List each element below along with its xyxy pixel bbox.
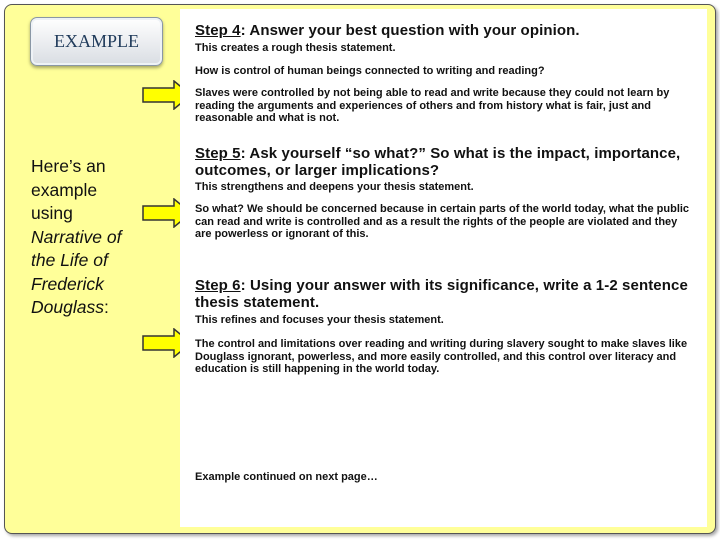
step4-heading: Step 4: Answer your best question with your opinion.: [195, 22, 580, 39]
step4-subtitle: This creates a rough thesis statement.: [195, 42, 396, 54]
caption-text: [31, 155, 171, 320]
book-title-line: the Life of: [31, 250, 108, 270]
example-button[interactable]: [30, 17, 163, 66]
step6-subtitle: This refines and focuses your thesis statement.: [195, 314, 444, 326]
book-title-line: Douglass:: [31, 297, 109, 317]
step5-heading: Step 5: Ask yourself “so what?” So what is the impact, importance, outcomes, or larger implications?: [195, 145, 681, 179]
step4-question: How is control of human beings connected to writing and reading?: [195, 65, 545, 77]
step6-answer: The control and limitations over reading and writing during slavery sought to make slaves like Douglass ignorant, powerless, and more easily controlled, and this control over literacy and education is still happening in the world today.: [195, 338, 688, 375]
continued-note: Example continued on next page…: [195, 471, 378, 483]
book-title-line: Frederick: [31, 273, 104, 294]
example-button-label: EXAMPLE: [54, 31, 139, 51]
step5-answer: So what? We should be concerned because in certain parts of the world today, what the public can read and write is controlled and as a result the rights of the people are violated and they are powerless or ignorant of this.: [195, 203, 690, 240]
caption-line: Here’s an: [31, 156, 106, 176]
step4-answer: Slaves were controlled by not being able to read and write because they could not learn by reading the arguments and experiences of others and from history what is fair, just and reasonable and what is not.: [195, 87, 670, 124]
caption-line: using: [31, 203, 73, 223]
step6-heading: Step 6: Using your answer with its significance, write a 1-2 sentence thesis statement.: [195, 277, 688, 311]
document-image: [180, 9, 707, 527]
caption-line: example: [31, 179, 98, 200]
book-title-line: Narrative of: [31, 226, 122, 247]
step5-subtitle: This strengthens and deepens your thesis statement.: [195, 181, 474, 193]
